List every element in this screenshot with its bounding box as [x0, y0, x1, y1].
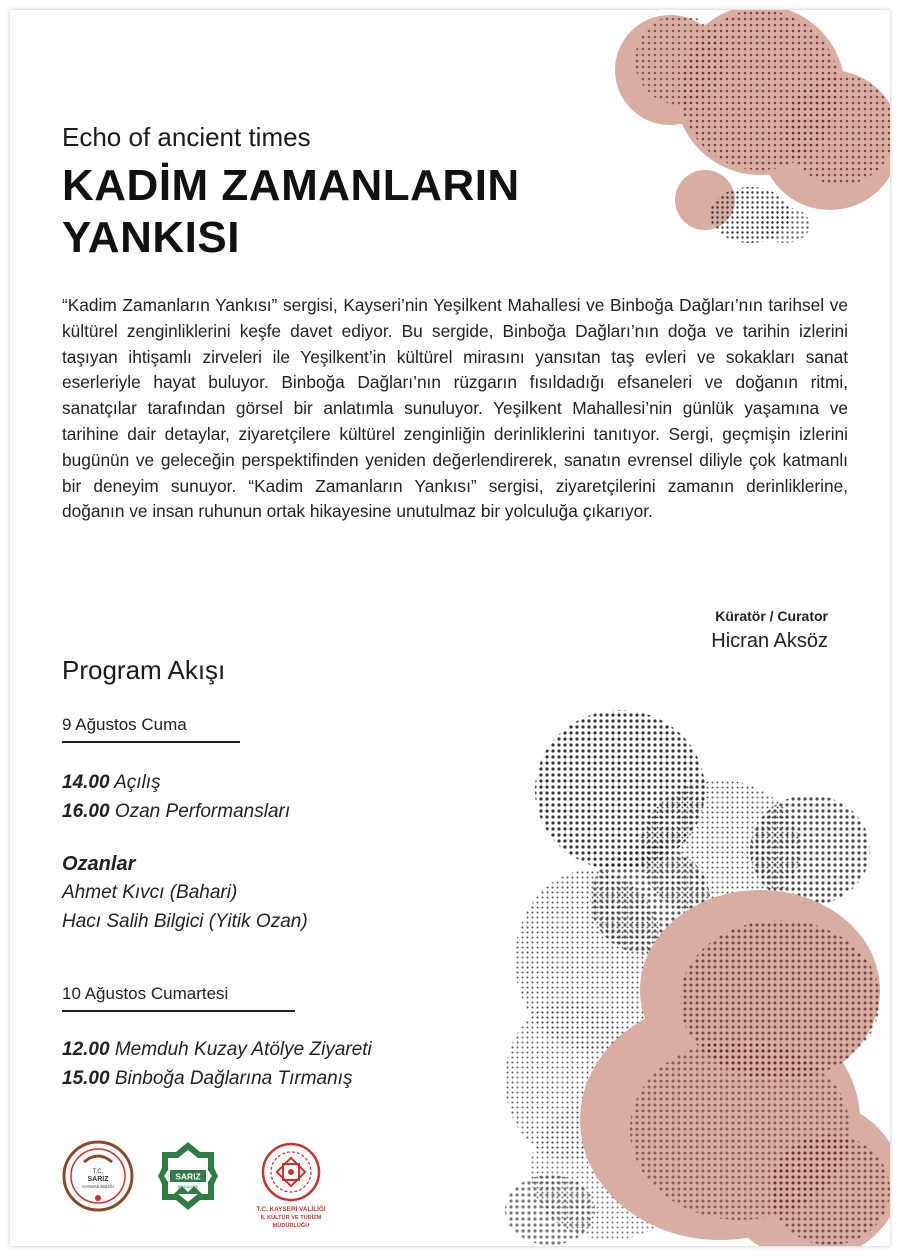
curator-label: Küratör / Curator: [715, 608, 828, 624]
ozan-name: Hacı Salih Bilgici (Yitik Ozan): [62, 911, 308, 932]
curator-name: Hicran Aksöz: [711, 630, 828, 652]
title-line-2: YANKISI: [62, 213, 240, 262]
program-heading: Program Akışı: [62, 655, 226, 685]
ozanlar-list: [62, 878, 308, 936]
event-time: 14.00: [62, 772, 110, 793]
ozanlar-heading: Ozanlar: [62, 853, 136, 875]
logo3-line2: İL KÜLTÜR VE TURİZM: [260, 1215, 322, 1221]
poster-page: [10, 10, 890, 1246]
subtitle: Echo of ancient times: [62, 122, 311, 152]
intro-paragraph: “Kadim Zamanların Yankısı” sergisi, Kayseri’nin Yeşilkent Mahallesi ve Binboğa Dağları’nın tarihsel ve kültürel zenginliklerini keşfe davet ediyor. Bu sergide, Binboğa Dağları’nın doğa ve tarihin izlerini taşıyan ihtişamlı zirveleri ile Yeşilkent’in kültürel mirasını yansıtan taş evleri ve sokakları sanat eserleriyle hayat buluyor. Binboğa Dağları’nın rüzgarın fısıldadığı efsaneleri ve doğanın ritmi, sanatçılar tarafından görsel bir anlatımla sunuluyor. Yeşilkent Mahallesi’nin günlük yaşamına ve tarihine dair detaylar, ziyaretçilere kültürel zenginliğin derinliklerini tanıtıyor. Sergi, geçmişin izlerini bugünün ve geleceğin perspektifinden yeniden değerlendirerek, sanatın evrensel diliyle çok katmanlı bir deneyim sunuyor. “Kadim Zamanların Yankısı” sergisi, ziyaretçilerini zamanın derinliklerine, doğanın ve insan ruhunun ortak hikayesine unutulmaz bir yolculuğa çıkarıyor.: [62, 295, 848, 522]
title-line-1: KADİM ZAMANLARIN: [62, 161, 520, 210]
bottom-decorative-artwork: [490, 700, 890, 1246]
event-time: 15.00: [62, 1068, 110, 1089]
event-title: Açılış: [114, 772, 161, 793]
logo2-text: SARIZ: [175, 1171, 201, 1182]
event-title: Ozan Performansları: [114, 801, 291, 822]
logo3-line3: MÜDÜRLÜĞÜ: [272, 1223, 310, 1229]
event-title: Memduh Kuzay Atölye Ziyareti: [114, 1039, 372, 1060]
logo1-line2: SARIZ: [87, 1176, 109, 1183]
logo1-line1: T.C.: [92, 1169, 104, 1175]
day-2-heading: 10 Ağustos Cumartesi: [62, 984, 295, 1012]
schedule-item: [62, 797, 290, 826]
logo1-line3: KAYMAKAMLIĞI: [82, 1184, 114, 1189]
page-title: [62, 160, 622, 264]
top-decorative-artwork: [610, 10, 890, 250]
logo2-sub: BELEDİYESİ: [177, 1185, 199, 1189]
sariz-belediyesi-logo: [156, 1140, 220, 1212]
sariz-kaymakamligi-logo: [62, 1140, 134, 1212]
schedule-item: [62, 768, 290, 797]
ozan-name: Ahmet Kıvcı (Bahari): [62, 882, 238, 903]
kayseri-valiligi-kultur-turizm-logo: [246, 1140, 336, 1236]
event-title: Binboğa Dağlarına Tırmanış: [114, 1068, 353, 1089]
event-time: 12.00: [62, 1039, 110, 1060]
schedule-item: [62, 1035, 372, 1064]
day-2-schedule: [62, 1035, 372, 1093]
day-1-heading: 9 Ağustos Cuma: [62, 715, 240, 743]
schedule-item: [62, 1064, 372, 1093]
logo3-line1: T.C. KAYSERİ VALİLİĞİ: [256, 1206, 326, 1213]
event-time: 16.00: [62, 801, 110, 822]
day-1-schedule: [62, 768, 290, 826]
